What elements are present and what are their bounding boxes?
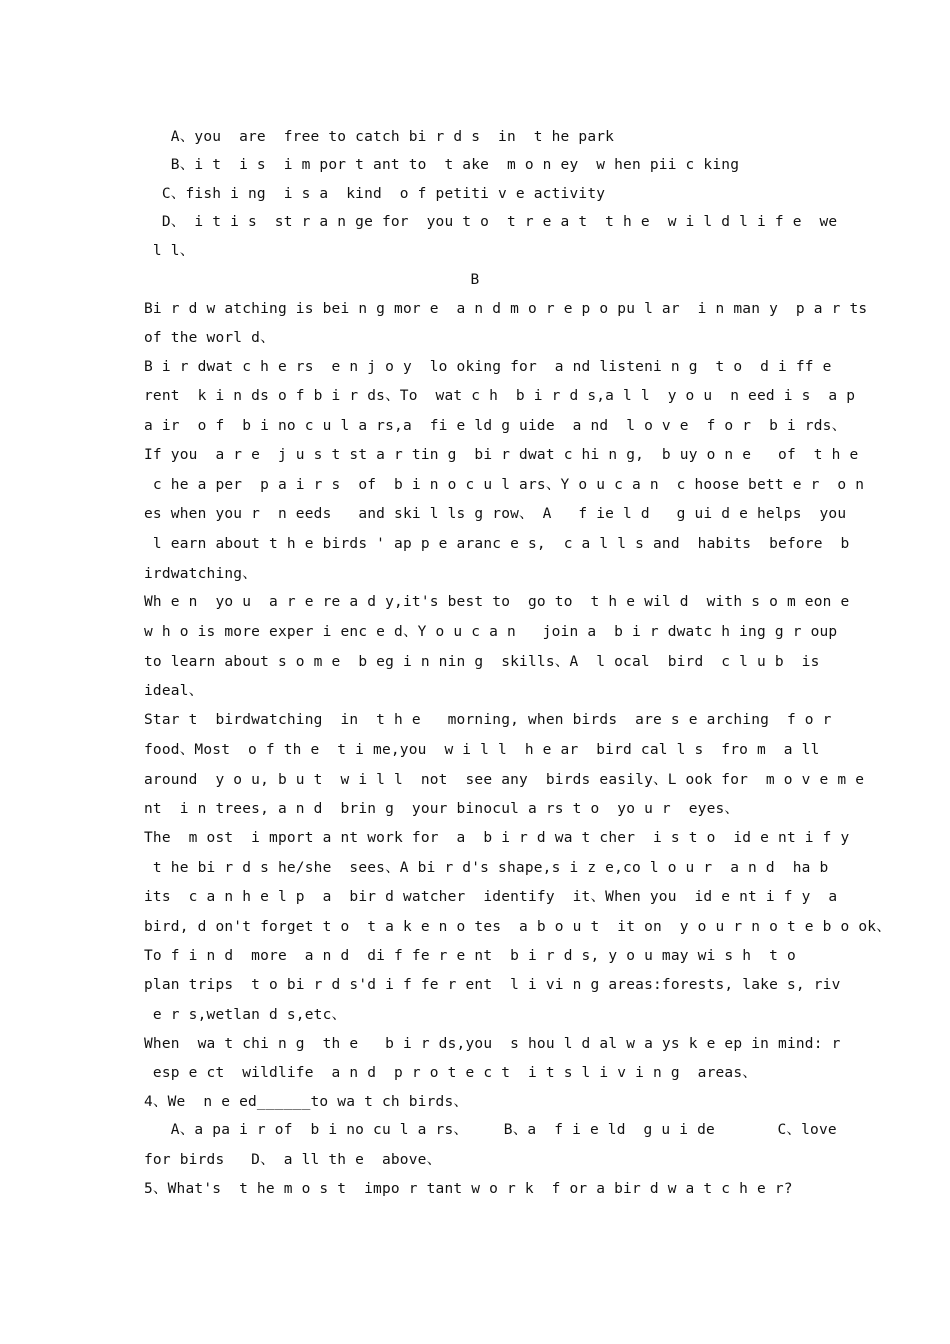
option-d-text-continued: l l、 bbox=[144, 243, 195, 259]
passage-line: t he bi r d s he/she sees、A bi r d's shape,s i z e,co l o u r a n d ha b bbox=[144, 860, 829, 876]
passage-line: es when you r n eeds and ski l ls g row、 A f ie l d g ui d e helps you bbox=[144, 506, 847, 522]
passage-line: esp e ct wildlife a n d p r o t e c t i t s l i v i n g areas、 bbox=[144, 1065, 757, 1081]
passage-line: l earn about t h e birds ' ap p e aranc e s, c a l l s and habits before b bbox=[144, 536, 850, 552]
passage-line: Bi r d w atching is bei n g mor e a n d m o r e p o pu l ar i n man y p a r ts bbox=[144, 301, 868, 317]
option-d-text: D、 i t i s st r a n ge for you t o t r e a t t h e w i l d l i f e we bbox=[144, 214, 838, 230]
passage-line: To f i n d more a n d di f fe r e nt b i r d s, y o u may wi s h t o bbox=[144, 948, 796, 964]
passage-line: B i r dwat c h e rs e n j o y lo oking for a nd listeni n g t o d i ff e bbox=[144, 359, 832, 375]
option-a-text: A、you are free to catch bi r d s in t he park bbox=[144, 129, 615, 145]
passage-line: When wa t chi n g th e b i r ds,you s hou l d al w a ys k e ep in mind: r bbox=[144, 1036, 841, 1052]
question-5: 5、What's t he m o s t impo r tant w o r k f or a bir d w a t c h e r? bbox=[144, 1181, 793, 1197]
passage-line: e r s,wetlan d s,etc、 bbox=[144, 1007, 347, 1023]
passage-line: Star t birdwatching in t h e morning, when birds are s e arching f o r bbox=[144, 712, 832, 728]
passage-line: bird, d on't forget t o t a k e n o tes a b o u t it on y o u r n o t e b o ok、 bbox=[144, 919, 891, 935]
passage-line: c he a per p a i r s of b i n o c u l ars、Y o u c a n c hoose bett e r o n bbox=[144, 477, 865, 493]
passage-line: irdwatching、 bbox=[144, 566, 257, 582]
passage-line: its c a n h e l p a bir d watcher identify it、When you id e nt i f y a bbox=[144, 889, 838, 905]
passage-line: food、Most o f th e t i me,you w i l l h e ar bird cal l s fro m a ll bbox=[144, 742, 820, 758]
passage-line: ideal、 bbox=[144, 683, 204, 699]
passage-line: w h o is more exper i enc e d、Y o u c a n join a b i r dwatc h ing g r oup bbox=[144, 624, 838, 640]
passage-line: of the worl d、 bbox=[144, 330, 275, 346]
passage-line: rent k i n ds o f b i r ds、To wat c h b i r d s,a l l y o u n eed i s a p bbox=[144, 388, 856, 404]
question-4: 4、We n e ed______to wa t ch birds、 bbox=[144, 1094, 469, 1110]
passage-line: to learn about s o m e b eg i n nin g skills、A l ocal bird c l u b is bbox=[144, 654, 820, 670]
passage-line: nt i n trees, a n d brin g your binocul a rs t o yo u r eyes、 bbox=[144, 801, 740, 817]
option-b-text: B、i t i s i m por t ant to t ake m o n ey w hen pii c king bbox=[144, 157, 740, 173]
passage-line: a ir o f b i no c u l a rs,a fi e ld g uide a nd l o v e f o r b i rds、 bbox=[144, 418, 847, 434]
passage-line: If you a r e j u s t st a r tin g bi r dwat c hi n g, b uy o n e of t h e bbox=[144, 447, 859, 463]
question-4-options: A、a pa i r of b i no cu l a rs、 B、a f i e ld g u i de C、love bbox=[144, 1122, 837, 1138]
question-4-options-continued: for birds D、 a ll th e above、 bbox=[144, 1152, 442, 1168]
passage-line: Wh e n yo u a r e re a d y,it's best to go to t h e wil d with s o m eon e bbox=[144, 594, 850, 610]
passage-line: plan trips t o bi r d s'd i f fe r ent l i vi n g areas:forests, lake s, riv bbox=[144, 977, 841, 993]
passage-line: around y o u, b u t w i l l not see any birds easily、L ook for m o v e m e bbox=[144, 772, 865, 788]
section-heading: B bbox=[470, 272, 480, 288]
option-c-text: C、fish i ng i s a kind o f petiti v e activity bbox=[144, 186, 606, 202]
passage-line: The m ost i mport a nt work for a b i r d wa t cher i s t o id e nt i f y bbox=[144, 830, 850, 846]
